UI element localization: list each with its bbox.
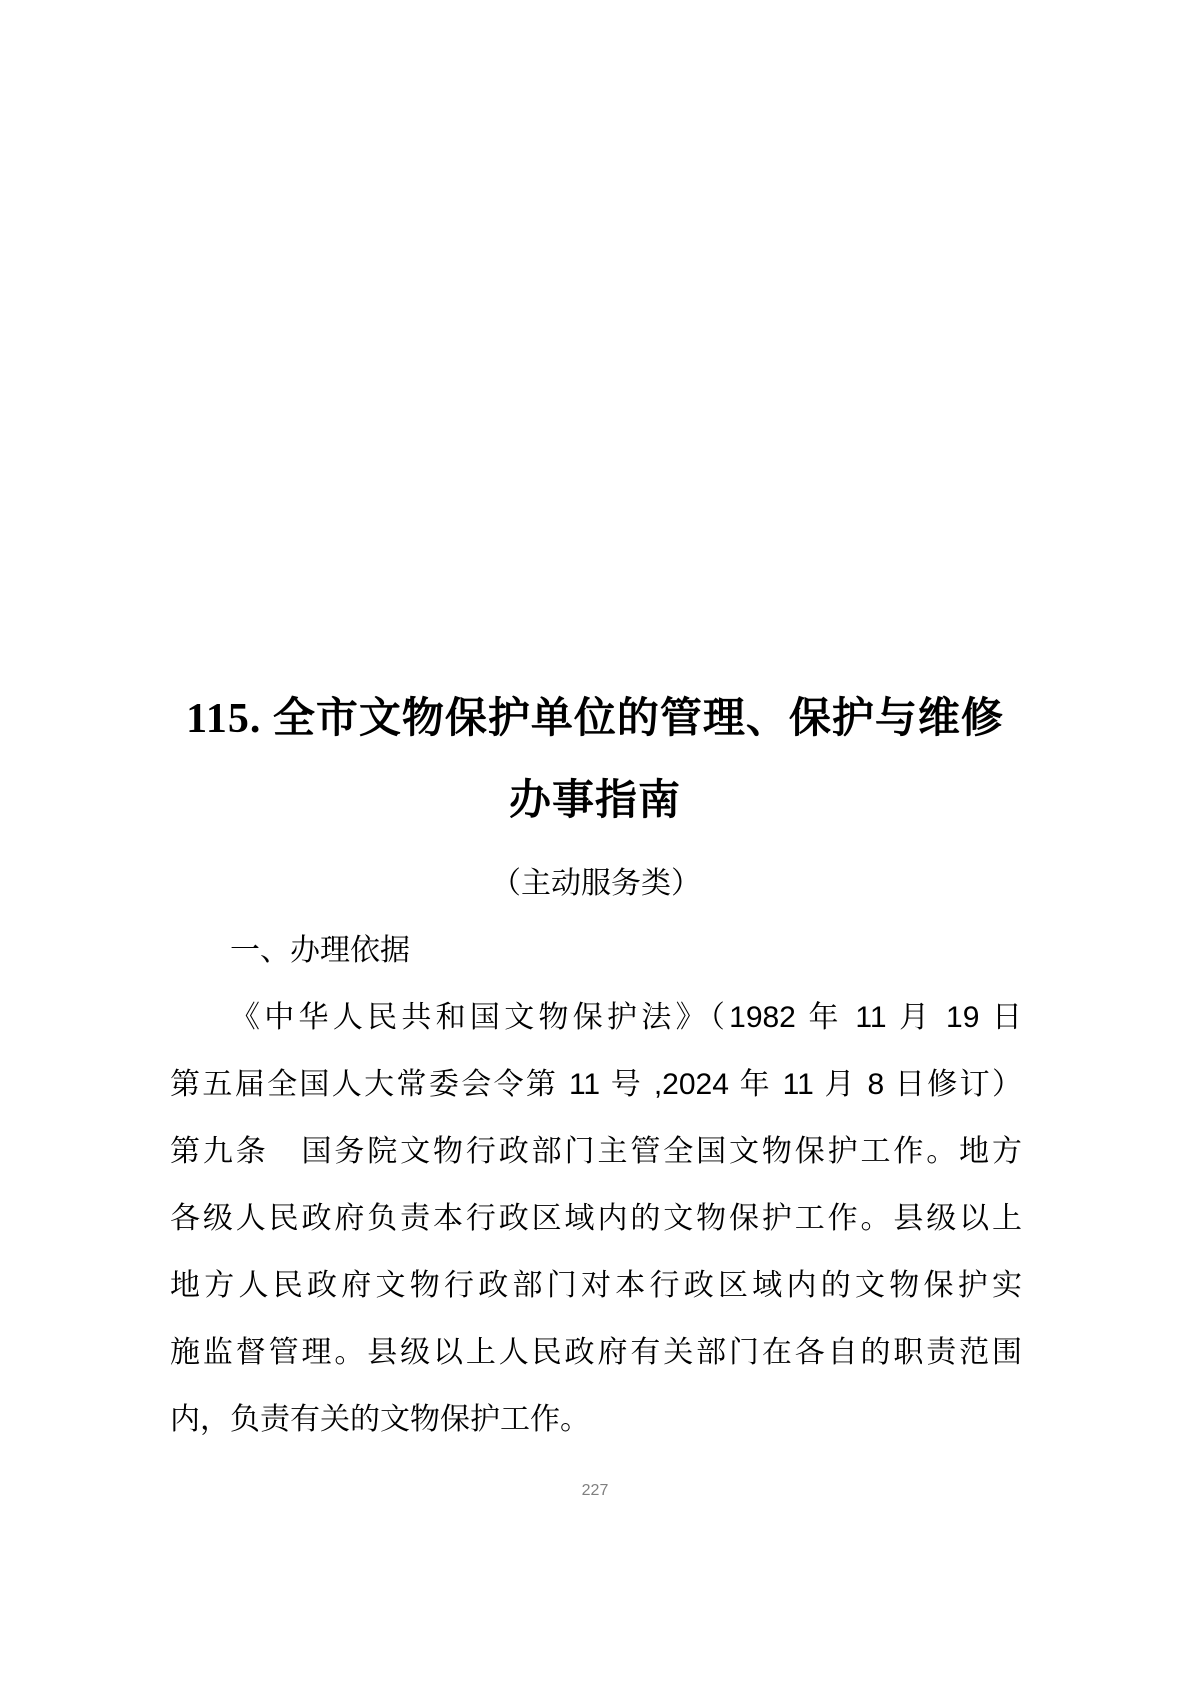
paragraph-line: 第五届全国人大常委会令第 11 号 ,2024 年 11 月 8 日修订） — [170, 1068, 1022, 1101]
title-line-2: 办事指南 — [508, 778, 681, 824]
paragraph-line: 各级人民政府负责本行政区域内的文物保护工作。县级以上 — [170, 1202, 1022, 1235]
section-heading: 一、办理依据 — [230, 934, 410, 967]
document-body — [170, 850, 1022, 1453]
title-line-1: 115. 全市文物保护单位的管理、保护与维修 — [186, 696, 1004, 742]
paragraph-line: 《中华人民共和国文物保护法》（1982 年 11 月 19 日 — [230, 1001, 1022, 1034]
paragraph-line: 地方人民政府文物行政部门对本行政区域内的文物保护实 — [170, 1269, 1022, 1302]
subtitle: （主动服务类） — [491, 867, 701, 900]
document-title — [0, 678, 1190, 842]
paragraph-line: 施监督管理。县级以上人民政府有关部门在各自的职责范围 — [170, 1336, 1022, 1369]
paragraph-line: 第九条 国务院文物行政部门主管全国文物保护工作。地方 — [170, 1135, 1022, 1168]
page-number: 227 — [581, 1482, 609, 1499]
paragraph-line: 内，负责有关的文物保护工作。 — [170, 1403, 590, 1436]
